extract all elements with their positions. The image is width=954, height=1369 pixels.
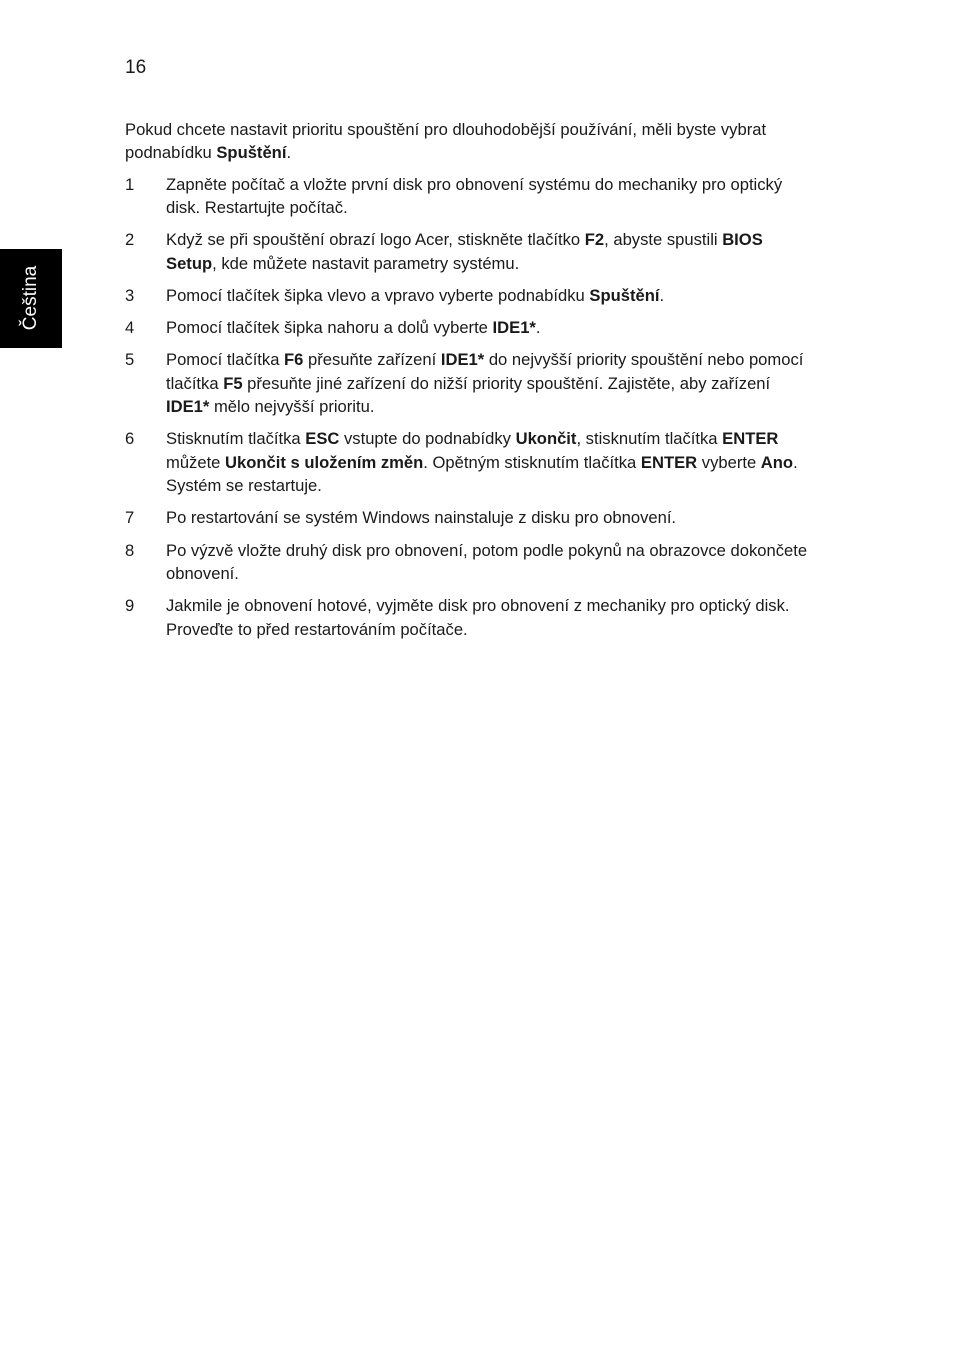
list-item bbox=[125, 348, 815, 418]
step-text: Jakmile je obnovení hotové, vyjměte disk pro obnovení z mechaniky pro optický disk. Proveďte to před restartováním počítače. bbox=[166, 596, 790, 639]
step-text: Pomocí tlačítek šipka nahoru a dolů vyberte IDE1*. bbox=[166, 318, 541, 338]
step-text: Po výzvě vložte druhý disk pro obnovení, potom podle pokynů na obrazovce dokončete obnovení. bbox=[166, 540, 808, 584]
list-item bbox=[125, 506, 815, 529]
step-number: 6 bbox=[125, 429, 135, 449]
page-number: 16 bbox=[125, 57, 147, 78]
step-number: 4 bbox=[125, 318, 135, 338]
language-side-tab-label: Čeština bbox=[20, 265, 41, 331]
step-number: 7 bbox=[125, 508, 135, 528]
intro-paragraph: Pokud chcete nastavit prioritu spouštění pro dlouhodobější používání, měli byste vybrat podnabídku Spuštění. bbox=[125, 120, 767, 163]
step-text: Stisknutím tlačítka ESC vstupte do podnabídky Ukončit, stisknutím tlačítka ENTER můžete Ukončit s uložením změn. Opětným stisknutím tlačítka ENTER vyberte Ano. Systém se restartuje. bbox=[166, 429, 798, 496]
document-body bbox=[125, 118, 815, 650]
step-text: Pomocí tlačítka F6 přesuňte zařízení IDE1* do nejvyšší priority spouštění nebo pomocí tlačítka F5 přesuňte jiné zařízení do nižší priority spouštění. Zajistěte, aby zařízení IDE1* mělo nejvyšší prioritu. bbox=[166, 350, 804, 417]
list-item bbox=[125, 173, 815, 220]
step-number: 8 bbox=[125, 540, 135, 560]
list-item bbox=[125, 539, 815, 586]
steps-list bbox=[125, 173, 815, 641]
step-text: Když se při spouštění obrazí logo Acer, stiskněte tlačítko F2, abyste spustili BIOS Setup, kde můžete nastavit parametry systému. bbox=[166, 230, 763, 273]
list-item bbox=[125, 284, 815, 307]
step-text: Po restartování se systém Windows nainstaluje z disku pro obnovení. bbox=[166, 508, 677, 528]
list-item bbox=[125, 427, 815, 497]
step-number: 2 bbox=[125, 230, 135, 250]
language-side-tab bbox=[0, 249, 62, 348]
list-item bbox=[125, 228, 815, 275]
step-number: 3 bbox=[125, 286, 135, 306]
step-number: 1 bbox=[125, 174, 135, 194]
step-text: Pomocí tlačítek šipka vlevo a vpravo vyberte podnabídku Spuštění. bbox=[166, 286, 665, 306]
list-item bbox=[125, 316, 815, 339]
step-number: 5 bbox=[125, 350, 135, 370]
step-number: 9 bbox=[125, 596, 135, 616]
list-item bbox=[125, 594, 815, 641]
step-text: Zapněte počítač a vložte první disk pro obnovení systému do mechaniky pro optický disk. Restartujte počítač. bbox=[166, 174, 783, 218]
